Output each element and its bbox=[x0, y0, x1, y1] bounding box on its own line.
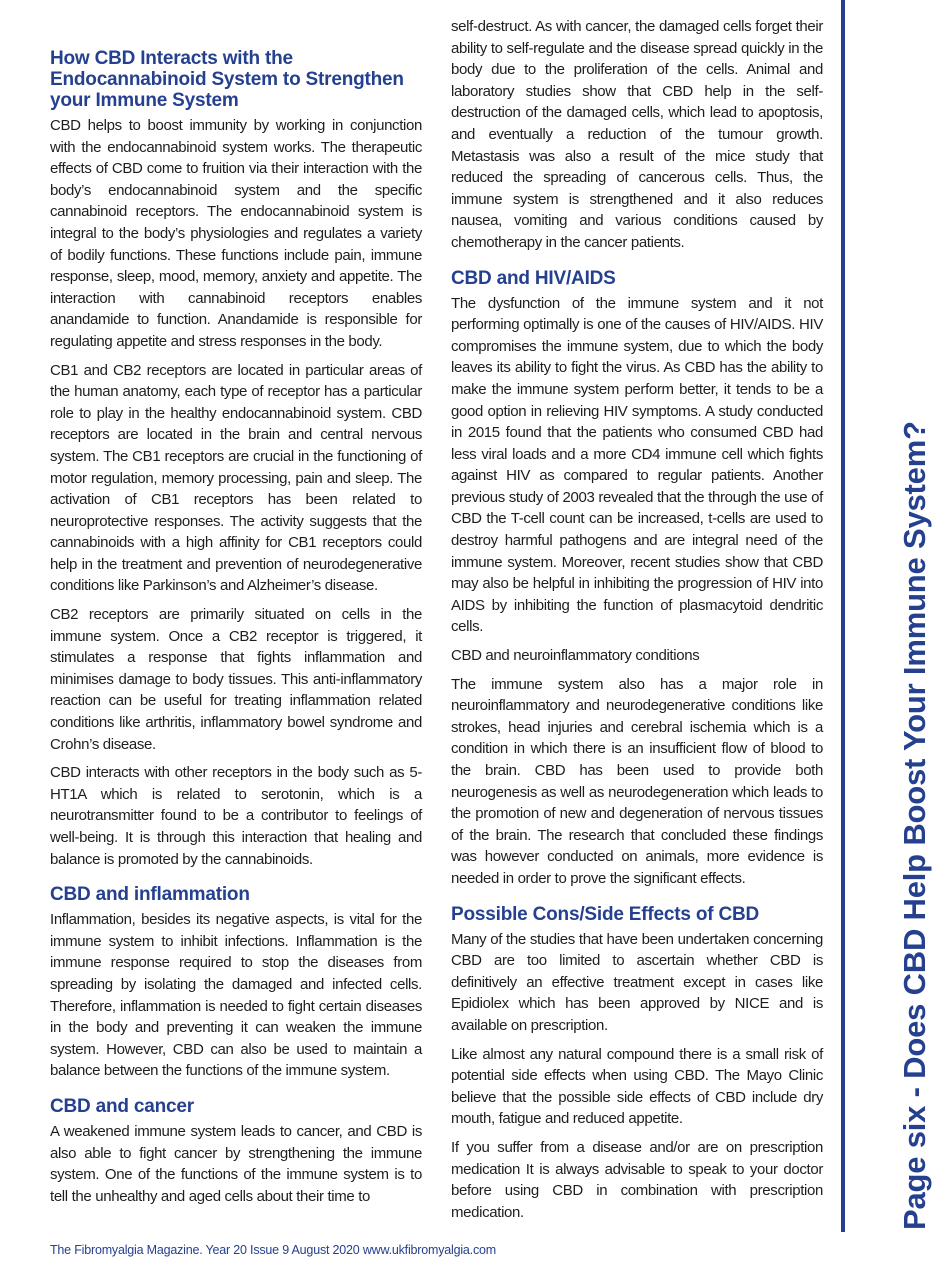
paragraph: The dysfunction of the immune system and it not performing optimally is one of the causes of HIV/AIDS. HIV compromises the immune system, due to which the body leaves its ability to fight the virus. As CBD has the ability to make the immune system perform better, it tends to be a good option in relieving HIV symptoms. A study conducted in 2015 found that the patients who consumed CBD had less viral loads and a more CD4 immune cell which fights against HIV as compared to regular patients. Another previous study of 2003 revealed that the through the use of CBD the T-cell count can be increased, t-cells are used to destroy harmful pathogens and are integral need of the immune system. Moreover, recent studies show that CBD may also be helpful in inhibiting the progression of HIV into AIDS by inhibiting the function of plasmacytoid dendritic cells. bbox=[451, 294, 823, 636]
section-heading: CBD and inflammation bbox=[50, 884, 250, 906]
subheading: CBD and neuroinflammatory conditions bbox=[451, 647, 700, 665]
paragraph: The immune system also has a major role in neuroinflammatory and neurodegenerative conditions like strokes, head injuries and cerebral ischemia which is a condition in which there is an insufficient flow of blood to the brain. CBD has been used to provide both neurogenesis as well as neurodegeneration which leads to the promotion of new and degeneration of nervous tissues of the brain. The research that concluded these findings was however conducted on animals, more evidence is needed in order to prove the significant effects. bbox=[451, 675, 823, 887]
paragraph: Like almost any natural compound there is a small risk of potential side effects when using CBD. The Mayo Clinic believe that the possible side effects of CBD include dry mouth, fatigue and reduced appetite. bbox=[451, 1045, 823, 1128]
paragraph: CBD helps to boost immunity by working in conjunction with the endocannabinoid system works. The therapeutic effects of CBD come to fruition via their interaction with the body’s endocannabinoid system and the specific cannabinoid receptors. The endocannabinoid system is integral to the body’s physiologies and regulates a variety of bodily functions. These functions include pain, immune response, sleep, mood, memory, anxiety and appetite. The interaction with cannabinoid receptors enables anandamide to function. Anandamide is responsible for regulating appetite and stress responses in the body. bbox=[50, 117, 422, 350]
section-heading: How CBD Interacts with the Endocannabinoid System to Strengthen your Immune System bbox=[50, 48, 404, 111]
paragraph: CBD interacts with other receptors in the body such as 5-HT1A which is related to serotonin, which is a neurotransmitter found to be a contributor to feelings of well-being. It is through this interaction that healing and balance is promoted by the cannabinoids. bbox=[50, 764, 422, 868]
vertical-divider bbox=[841, 0, 845, 1232]
paragraph: Many of the studies that have been undertaken concerning CBD are too limited to ascertain whether CBD is definitively an effective treatment except in cases like Epidiolex which has been approved by NICE and is available on prescription. bbox=[451, 930, 823, 1034]
left-column bbox=[50, 48, 422, 1214]
paragraph: CB2 receptors are primarily situated on cells in the immune system. Once a CB2 receptor is triggered, it stimulates a response that fights inflammation and minimises damage to body tissues. This anti-inflammatory reaction can be useful for treating inflammation related conditions like arthritis, inflammatory bowel syndrome and Crohn’s disease. bbox=[50, 606, 422, 753]
page-footer: The Fibromyalgia Magazine. Year 20 Issue 9 August 2020 www.ukfibromyalgia.com bbox=[50, 1243, 496, 1257]
paragraph: CB1 and CB2 receptors are located in particular areas of the human anatomy, each type of receptor has a particular role to play in the healthy endocannabinoid system. CBD receptors are located in the brain and central nervous system. The CB1 receptors are crucial in the functioning of motor regulation, memory processing, pain and sleep. The activation of CB1 receptors has been related to neuroprotective responses. The activity suggests that the cannabinoids with a high affinity for CB1 receptors could help in the treatment and prevention of neurodegenerative conditions like Parkinson’s and Alzheimer’s disease. bbox=[50, 361, 422, 595]
paragraph: A weakened immune system leads to cancer, and CBD is also able to fight cancer by strengthening the immune system. One of the functions of the immune system is to tell the unhealthy and aged cells about their time to bbox=[50, 1122, 422, 1205]
paragraph: self-destruct. As with cancer, the damaged cells forget their ability to self-regulate and the disease spread quickly in the body due to the proliferation of the cells. Animal and laboratory studies show that CBD help in the self-destruction of the damaged cells, which lead to apoptosis, and eventually a reduction of the tumour growth. Metastasis was also a result of the mice study that reduced the spreading of cancerous cells. Thus, the immune system is strengthened and it also reduces nausea, vomiting and various conditions caused by chemotherapy in the cancer patients. bbox=[451, 18, 823, 251]
paragraph: Inflammation, besides its negative aspects, is vital for the immune system to inhibit infections. Inflammation is the immune response required to stop the diseases from spreading by isolating the damaged and infected cells. Therefore, inflammation is needed to fight certain diseases in the body and preventing it can weaken the immune system. However, CBD can also be used to maintain a balance between the functions of the immune system. bbox=[50, 911, 422, 1080]
section-heading: CBD and HIV/AIDS bbox=[451, 267, 616, 289]
right-column bbox=[451, 16, 823, 1230]
section-heading: Possible Cons/Side Effects of CBD bbox=[451, 903, 760, 925]
paragraph: If you suffer from a disease and/or are on prescription medication It is always advisable to speak to your doctor before using CBD in combination with prescription medication. bbox=[451, 1138, 823, 1221]
section-heading: CBD and cancer bbox=[50, 1095, 194, 1117]
side-page-title: Page six - Does CBD Help Boost Your Immune System? bbox=[897, 421, 932, 1230]
